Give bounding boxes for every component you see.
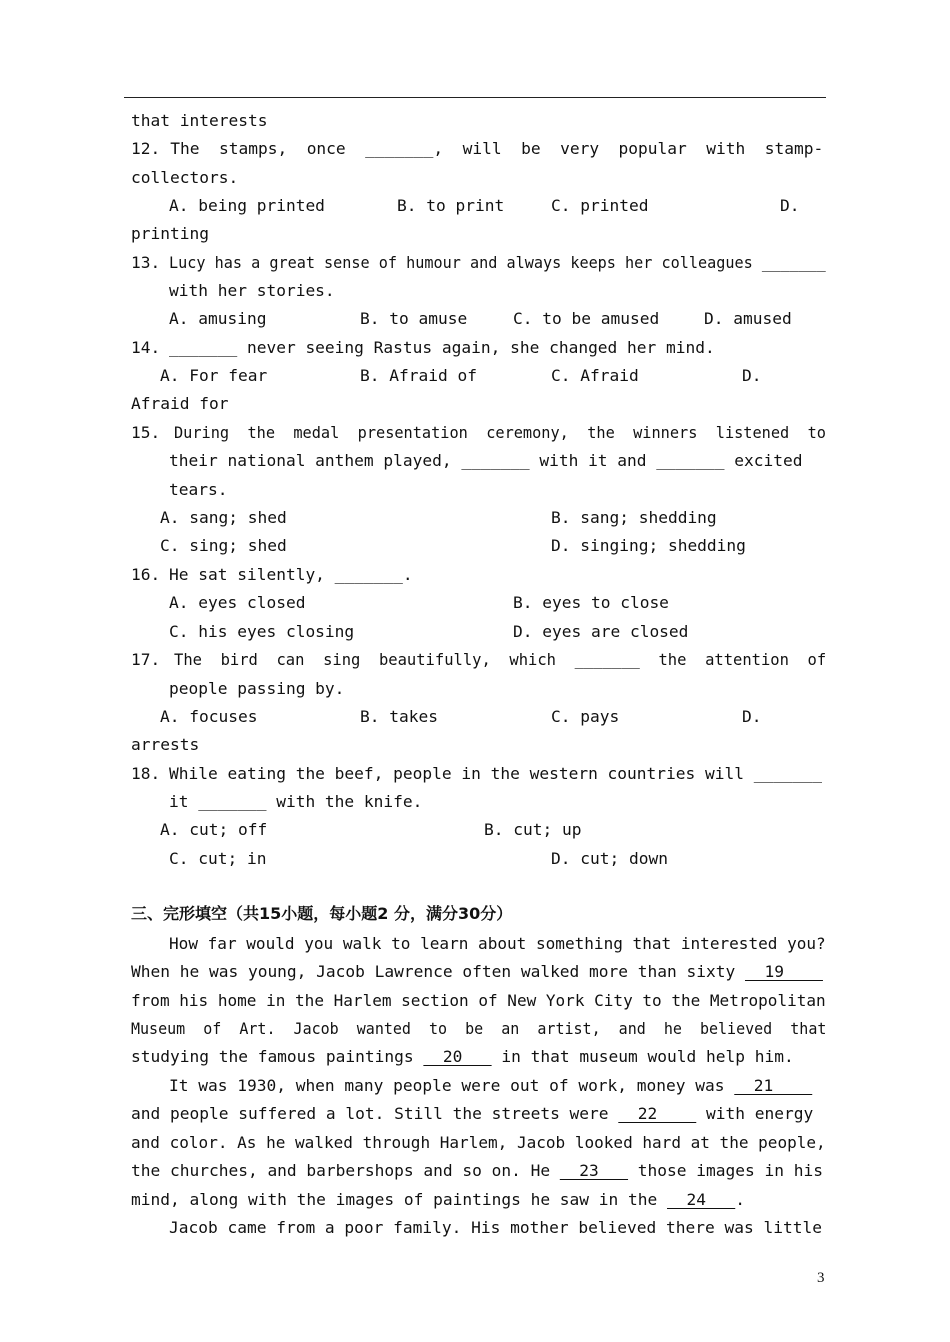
blank-21: 21	[734, 1076, 813, 1095]
passage-text: .	[735, 1190, 745, 1209]
option-a: A. being printed	[169, 196, 325, 215]
question-16-stem: He sat silently, _______.	[169, 565, 413, 584]
option-d: D. eyes are closed	[513, 622, 689, 641]
option-c: C. pays	[551, 707, 620, 726]
blank-20: 20	[423, 1047, 492, 1066]
question-number: 12.	[131, 139, 161, 158]
option-c: C. printed	[551, 196, 649, 215]
question-17-line2: people passing by.	[169, 679, 345, 698]
passage-text: with energy	[696, 1104, 814, 1123]
question-14-stem: _______ never seeing Rastus again, she changed her mind.	[169, 338, 715, 357]
option-b: B. takes	[360, 707, 438, 726]
option-a: A. For fear	[160, 366, 268, 385]
question-17-number: 17.	[131, 650, 161, 669]
option-d: D.	[780, 196, 800, 215]
passage-line	[131, 1157, 823, 1185]
question-13-line2: with her stories.	[169, 281, 335, 300]
option-b: B. cut; up	[484, 820, 582, 839]
question-15-number: 15.	[131, 423, 161, 442]
blank-19: 19	[744, 962, 823, 981]
passage-line: and color. As he walked through Harlem, Jacob looked hard at the people,	[131, 1133, 826, 1152]
option-d: D.	[742, 707, 762, 726]
option-d: D.	[742, 366, 762, 385]
option-b: B. to print	[397, 196, 505, 215]
question-15-line3: tears.	[169, 480, 228, 499]
question-18-line2: it _______ with the knife.	[169, 792, 423, 811]
passage-text: the churches, and barbershops and so on. He	[131, 1161, 560, 1180]
passage-text: When he was young, Jacob Lawrence often walked more than sixty	[131, 962, 745, 981]
option-b: B. eyes to close	[513, 593, 669, 612]
question-16-number: 16.	[131, 565, 161, 584]
question-14-number: 14.	[131, 338, 161, 357]
option-d-continued: arrests	[131, 735, 200, 754]
option-b: B. to amuse	[360, 309, 468, 328]
option-d-continued: Afraid for	[131, 394, 229, 413]
option-a: A. sang; shed	[160, 508, 287, 527]
passage-line: How far would you walk to learn about something that interested you?	[169, 934, 826, 953]
passage-text: mind, along with the images of paintings he saw in the	[131, 1190, 668, 1209]
option-b: B. Afraid of	[360, 366, 477, 385]
option-c: C. cut; in	[169, 849, 267, 868]
passage-text: those images in his	[628, 1161, 823, 1180]
passage-text: and people suffered a lot. Still the streets were	[131, 1104, 619, 1123]
option-a: A. eyes closed	[169, 593, 306, 612]
question-18-stem: While eating the beef, people in the western countries will _______	[169, 764, 822, 783]
option-b: B. sang; shedding	[551, 508, 717, 527]
question-17-stem: The bird can sing beautifully, which _______ the attention of	[174, 650, 827, 669]
passage-text: studying the famous paintings	[131, 1047, 424, 1066]
question-13-number: 13.	[131, 253, 161, 272]
passage-line: Museum of Art. Jacob wanted to be an artist, and he believed that	[131, 1019, 827, 1038]
passage-line: from his home in the Harlem section of New York City to the Metropolitan	[131, 991, 826, 1010]
passage-line: Jacob came from a poor family. His mother believed there was little	[169, 1218, 822, 1237]
question-12	[131, 135, 824, 163]
option-d-continued: printing	[131, 224, 209, 243]
passage-line	[131, 958, 823, 986]
passage-text: It was 1930, when many people were out of work, money was	[169, 1076, 735, 1095]
question-12-line2: collectors.	[131, 168, 239, 187]
option-a: A. cut; off	[160, 820, 268, 839]
option-a: A. amusing	[169, 309, 267, 328]
passage-line	[131, 1100, 813, 1128]
section-heading: 三、完形填空（共15小题，每小题2 分，满分30分）	[131, 904, 513, 923]
option-d: D. singing; shedding	[551, 536, 746, 555]
passage-line	[169, 1072, 812, 1100]
option-c: C. Afraid	[551, 366, 639, 385]
question-15-stem: During the medal presentation ceremony, the winners listened to	[174, 423, 826, 442]
option-a: A. focuses	[160, 707, 258, 726]
option-c: C. sing; shed	[160, 536, 287, 555]
question-stem: The stamps, once _______, will be very popular with stamp-	[170, 139, 824, 158]
passage-line	[131, 1186, 745, 1214]
option-d: D. amused	[704, 309, 792, 328]
passage-line	[131, 1043, 794, 1071]
passage-text: in that museum would help him.	[491, 1047, 794, 1066]
page-number: 3	[817, 1270, 825, 1286]
option-c: C. his eyes closing	[169, 622, 355, 641]
question-13-stem: Lucy has a great sense of humour and always keeps her colleagues _______	[169, 253, 826, 272]
question-15-line2: their national anthem played, _______ with it and _______ excited	[169, 451, 803, 470]
blank-22: 22	[618, 1104, 697, 1123]
header-rule	[124, 97, 826, 98]
continuation-text: that interests	[131, 111, 268, 130]
option-c: C. to be amused	[513, 309, 660, 328]
option-d: D. cut; down	[551, 849, 668, 868]
question-18-number: 18.	[131, 764, 161, 783]
blank-24: 24	[667, 1190, 736, 1209]
blank-23: 23	[559, 1161, 629, 1180]
